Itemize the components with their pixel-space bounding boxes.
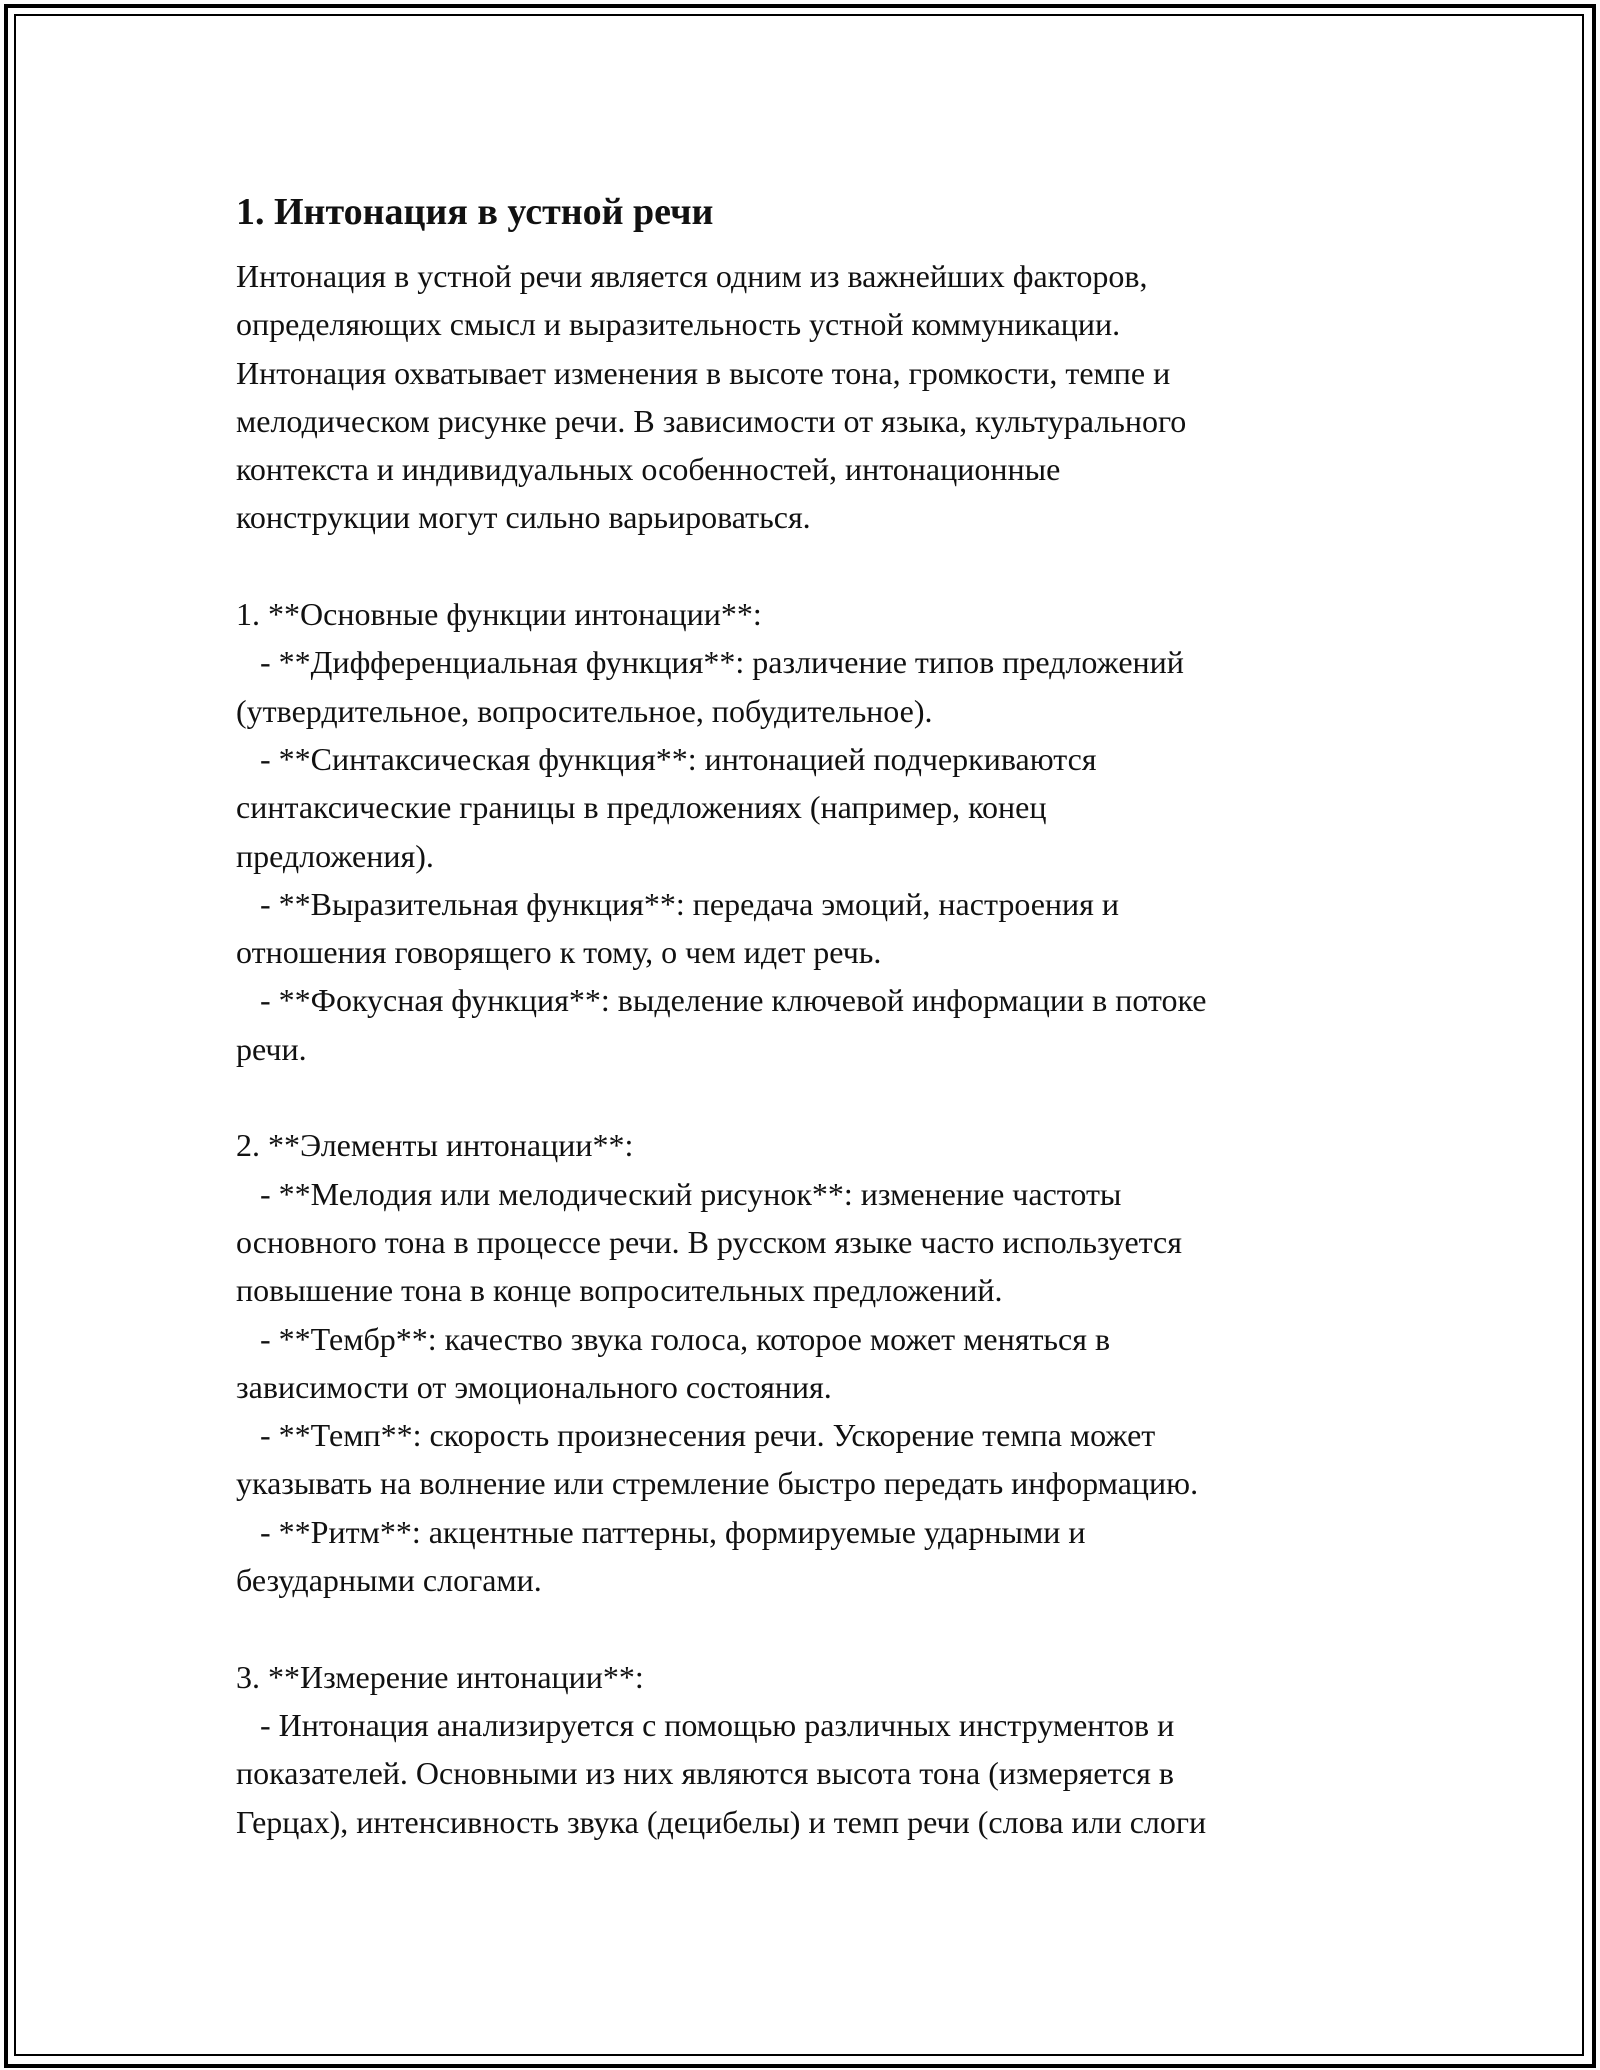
section-elements: 2. **Элементы интонации**: - **Мелодия или мелодический рисунок**: изменение частоты основного тона в процессе речи. В русском языке часто используется повышение тона в конце вопросительных предложений. - **Тембр**: качество звука голоса, которое может меняться в зависимости от эмоционального состояния. - **Темп**: скорость произнесения речи. Ускорение темпа может указывать на волнение или стремление быстро передать информацию. - **Ритм**: акцентные паттерны, формируемые ударными и безударными слогами.	[236, 1127, 1199, 1599]
document-page	[236, 180, 1366, 1846]
section-functions: 1. **Основные функции интонации**: - **Дифференциальная функция**: различение типов предложений (утвердительное, вопросительное, побудительное). - **Синтаксическая функция**: интонацией подчеркиваются синтаксические границы в предложениях (например, конец предложения). - **Выразительная функция**: передача эмоций, настроения и отношения говорящего к тому, о чем идет речь. - **Фокусная функция**: выделение ключевой информации в потоке речи.	[236, 596, 1207, 1067]
document-title: 1. Интонация в устной речи	[236, 191, 714, 233]
paragraph-gap	[236, 1604, 1366, 1652]
paragraph-gap	[236, 542, 1366, 590]
paragraph-gap	[236, 1073, 1366, 1121]
intro-paragraph: Интонация в устной речи является одним из важнейших факторов, определяющих смысл и выразительность устной коммуникации. Интонация охватывает изменения в высоте тона, громкости, темпе и мелодическом рисунке речи. В зависимости от языка, культурального контекста и индивидуальных особенностей, интонационные конструкции могут сильно варьироваться.	[236, 258, 1187, 536]
section-measurement: 3. **Измерение интонации**: - Интонация анализируется с помощью различных инструментов и показателей. Основными из них являются высота тона (измеряется в Герцах), интенсивность звука (децибелы) и темп речи (слова или слоги	[236, 1658, 1207, 1840]
